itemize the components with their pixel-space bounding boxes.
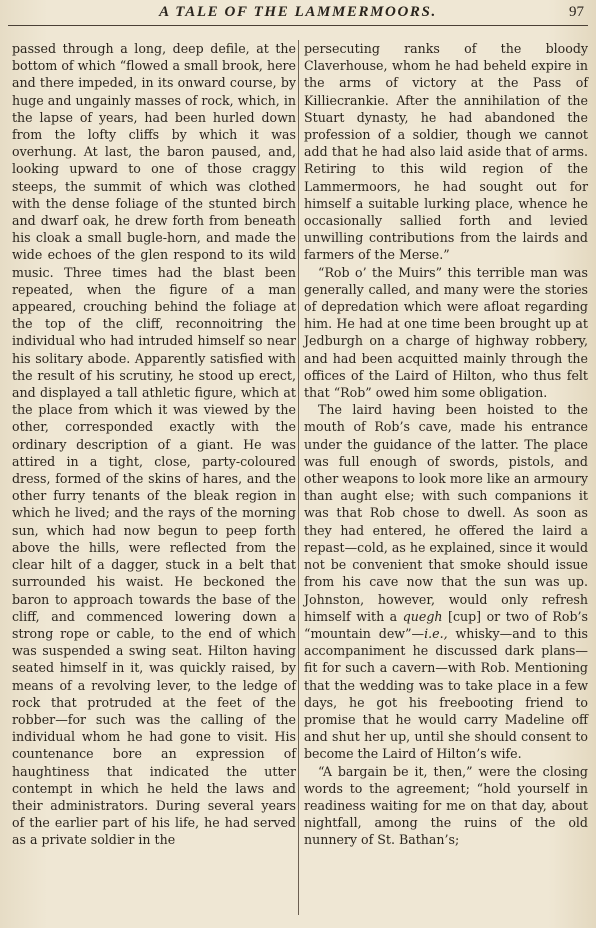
paragraph: “Rob o’ the Muirs” this terrible man was generally called, and many were the stories of depredation which were afloat regarding him. He had at one time been brought up at Jedburgh on a charge of highway robbery, and had been acquitted mainly through the offices of the Laird of Hilton, who thus felt that “Rob” owed him some obligation.: [304, 264, 588, 401]
paragraph-text: whisky—and to this accompaniment he discussed dark plans—fit for such a cavern—with Rob. Mentioning that the wedding was to take place in a few days, he got his freebooting friend to promise that he would carry Madeline off and shut her up, until she should consent to become the Laird of Hilton’s wife.: [304, 625, 588, 762]
column-divider: [298, 40, 299, 915]
header-rule: [8, 25, 588, 26]
page-number: 97: [569, 4, 584, 20]
paragraph-text: [cup] or two of Rob’s “mountain dew”—: [304, 608, 588, 641]
paragraph: [304, 401, 588, 762]
left-column: [12, 40, 296, 849]
paragraph: persecuting ranks of the bloody Claverhouse, whom he had beheld expire in the arms of victory at the Pass of Killiecrankie. After the annihilation of the Stuart dynasty, he had abandoned the profession of a soldier, though we cannot add that he had also laid aside that of arms. Retiring to this wild region of the Lammermoors, he had sought out for himself a suitable lurking place, whence he occasionally sallied forth and levied unwilling contributions from the lairds and farmers of the Merse.”: [304, 41, 588, 263]
running-title: A TALE OF THE LAMMERMOORS.: [159, 4, 437, 20]
paragraph-text: The laird having been hoisted to the mouth of Rob’s cave, made his entrance under the guidance of the latter. The place was full enough of swords, pistols, and other weapons to look more like an armoury than aught else; with such companions it was that Rob chose to dwell. As soon as they had entered, he offered the laird a repast—cold, as he explained, since it would not be convenient that smoke should issue from his cave now that the sun was up. Johnston, however, would only refresh himself with a: [304, 402, 589, 624]
right-column: [304, 40, 588, 849]
paragraph: passed through a long, deep defile, at the bottom of which “flowed a small brook, here and there impeded, in its onward course, by huge and ungainly masses of rock, which, in the lapse of years, had been hurled down from the lofty cliffs by which it was overhung. At last, the baron paused, and, looking upward to one of those craggy steeps, the summit of which was clothed with the dense foliage of the stunted birch and dwarf oak, he drew forth from beneath his cloak a small bugle-horn, and made the wide echoes of the glen respond to its wild music. Three times had the blast been repeated, when the figure of a man appeared, crouching behind the foliage at the top of the cliff, reconnoitring the individual who had intruded himself so near his solitary abode. Apparently satisfied with the result of his scrutiny, he stood up erect, and displayed a tall athletic figure, which at the place from which it was viewed by the other, corresponded exactly with the ordinary description of a giant. He was attired in a tight, close, party-coloured dress, formed of the skins of hares, and the other furry tenants of the bleak region in which he lived; and the rays of the morning sun, which had now begun to peep forth above the hills, were reflected from the clear hilt of a dagger, stuck in a belt that surrounded his waist. He beckoned the baron to approach towards the base of the cliff, and commenced lowering down a strong rope or cable, to the end of which was suspended a swing seat. Hilton having seated himself in it, was quickly raised, by means of a revolving lever, to the ledge of rock that protruded at the feet of the robber—for such was the calling of the individual whom he had gone to visit. His countenance bore an expression of haughtiness that indicated the utter contempt in which he held the laws and their administrators. During several years of the earlier part of his life, he had served as a private soldier in the: [12, 41, 296, 848]
page-header: [0, 4, 596, 26]
paragraph: “A bargain be it, then,” were the closing words to the agreement; “hold yourself in readiness waiting for me on that day, about nightfall, among the ruins of the old nunnery of St. Bathan’s;: [304, 763, 588, 848]
italic-word: i.e.,: [424, 625, 448, 641]
italic-word: quegh: [402, 608, 443, 624]
